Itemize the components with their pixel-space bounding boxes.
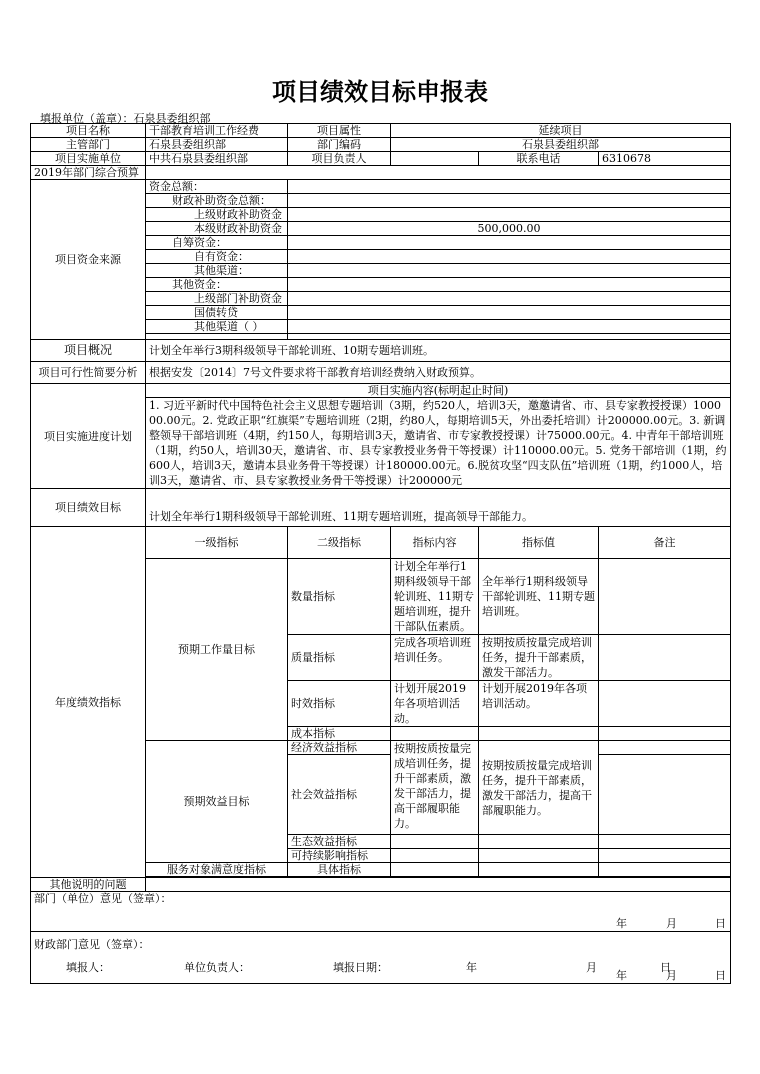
finance-opinion-label: 财政部门意见（签章）： (34, 938, 150, 951)
local-fiscal-value: 500,000.00 (288, 222, 731, 236)
phone-value: 6310678 (599, 152, 731, 166)
footer-day: 日 (660, 961, 671, 974)
satisfaction-label: 服务对象满意度指标 (146, 863, 288, 877)
social-content: 按期按质按量完成培训任务，提升干部素质，激发干部活力，提高干部履职能力。 (391, 741, 479, 835)
header-content: 指标内容 (391, 527, 479, 559)
feasibility-label: 项目可行性简要分析 (31, 362, 146, 384)
dept-value: 石泉县委组织部 (146, 138, 288, 152)
header-level2: 二级指标 (288, 527, 391, 559)
footer-month: 月 (586, 961, 597, 974)
page-title: 项目绩效目标申报表 (272, 78, 488, 106)
project-name-label: 项目名称 (31, 124, 146, 138)
goal-text: 计划全年举行1期科级领导干部轮训班、11期专题培训班，提高领导干部能力。 (146, 507, 731, 527)
dept-year: 年 (616, 917, 627, 930)
fiscal-total: 财政补助资金总额： (146, 194, 288, 208)
overview-label: 项目概况 (31, 340, 146, 362)
footer-unit-head: 单位负责人： (184, 961, 250, 974)
progress-label: 项目实施进度计划 (31, 384, 146, 489)
header-level1: 一级指标 (146, 527, 288, 559)
satisfaction-sub: 具体指标 (288, 863, 391, 877)
finance-month: 月 (666, 969, 677, 982)
impl-unit-value: 中共石泉县委组织部 (146, 152, 288, 166)
local-fiscal: 本级财政补助资金 (146, 222, 288, 236)
footer-year: 年 (466, 961, 477, 974)
dept-code-label: 部门编码 (288, 138, 391, 152)
other-issues-label: 其他说明的问题 (31, 878, 146, 892)
finance-year: 年 (616, 969, 627, 982)
project-attr-value: 延续项目 (391, 124, 731, 138)
filler-unit: 填报单位（盖章）：石泉县委组织部 (40, 112, 211, 125)
progress-text: 1. 习近平新时代中国特色社会主义思想专题培训（3期，约520人，培训3天，邀邀请省、市、县专家教授授课）100000.00元。2. 党政正职“红旗渠”专题培训班（2期，约80人，每期培训5天，外出委托培训）计200000.00元。3. 新调整领导干部培训班（4期，约150人，每期培训3天，邀请省、市专家教授授课）计75000.00元。4. 中青年干部培训班（1期，约50人，培训30天，邀请省、市、县专家教授业务骨干等授课）计110000.00元。5. 党务干部培训（1期，约600人，培训3天，邀请本县业务骨干等授课）计180000.00元。6.脱贫攻坚“四支队伍”培训班（1期，约1000人，培训3天，邀请省、市、县专家教授业务骨干等授课）计200000元 (146, 398, 731, 489)
dept-day: 日 (715, 917, 726, 930)
timeliness-value: 计划开展2019年各项培训活动。 (479, 681, 599, 727)
benefit-target-label: 预期效益目标 (146, 741, 288, 863)
other-funds: 其他资金： (146, 278, 288, 292)
quantity-content: 计划全年举行1期科级领导干部轮训班、11期专题培训班，提升干部队伍素质。 (391, 559, 479, 635)
footer-date: 填报日期： (333, 961, 388, 974)
economic-label: 经济效益指标 (288, 741, 391, 755)
upper-fiscal: 上级财政补助资金 (146, 208, 288, 222)
other-channels-2: 其他渠道（ ） (146, 320, 288, 334)
dept-opinion-label: 部门（单位）意见（签章）： (34, 892, 172, 905)
project-name-value: 干部教育培训工作经费 (146, 124, 288, 138)
owner-value (391, 152, 479, 166)
budget-label: 2019年部门综合预算 (31, 166, 146, 180)
cost-label: 成本指标 (288, 727, 391, 741)
performance-table (30, 123, 731, 984)
dept-label: 主管部门 (31, 138, 146, 152)
dept-opinion (31, 892, 731, 932)
self-raised: 自筹资金： (146, 236, 288, 250)
dept-code-value: 石泉县委组织部 (391, 138, 731, 152)
header-value: 指标值 (479, 527, 599, 559)
dept-month: 月 (666, 917, 677, 930)
progress-header: 项目实施内容(标明起止时间) (146, 384, 731, 398)
work-target-label: 预期工作量目标 (146, 559, 288, 741)
quality-label: 质量指标 (288, 635, 391, 681)
upper-dept-funds: 上级部门补助资金 (146, 292, 288, 306)
quality-content: 完成各项培训班培训任务。 (391, 635, 479, 681)
own-funds: 自有资金： (146, 250, 288, 264)
funds-section-label: 项目资金来源 (31, 180, 146, 340)
annual-label: 年度绩效指标 (31, 527, 146, 878)
overview-text: 计划全年举行3期科级领导干部轮训班、10期专题培训班。 (146, 340, 731, 362)
feasibility-text: 根据安发〔2014〕7号文件要求将干部教育培训经费纳入财政预算。 (146, 362, 731, 384)
quantity-value: 全年举行1期科级领导干部轮训班、11期专题培训班。 (479, 559, 599, 635)
bond-funds: 国债转贷 (146, 306, 288, 320)
timeliness-content: 计划开展2019年各项培训活动。 (391, 681, 479, 727)
impl-unit-label: 项目实施单位 (31, 152, 146, 166)
social-label: 社会效益指标 (288, 755, 391, 835)
phone-label: 联系电话 (479, 152, 599, 166)
timeliness-label: 时效指标 (288, 681, 391, 727)
other-channels: 其他渠道： (146, 264, 288, 278)
footer-filler: 填报人： (66, 961, 110, 974)
funds-total: 资金总额： (146, 180, 288, 194)
header-remark: 备注 (599, 527, 731, 559)
owner-label: 项目负责人 (288, 152, 391, 166)
project-attr-label: 项目属性 (288, 124, 391, 138)
finance-day: 日 (715, 969, 726, 982)
finance-opinion (31, 932, 731, 984)
quantity-label: 数量指标 (288, 559, 391, 635)
sustainable-label: 可持续影响指标 (288, 849, 391, 863)
ecological-label: 生态效益指标 (288, 835, 391, 849)
social-value: 按期按质按量完成培训任务，提升干部素质，激发干部活力，提高干部履职能力。 (479, 741, 599, 835)
goal-label: 项目绩效目标 (31, 489, 146, 527)
quality-value: 按期按质按量完成培训任务，提升干部素质，激发干部活力。 (479, 635, 599, 681)
